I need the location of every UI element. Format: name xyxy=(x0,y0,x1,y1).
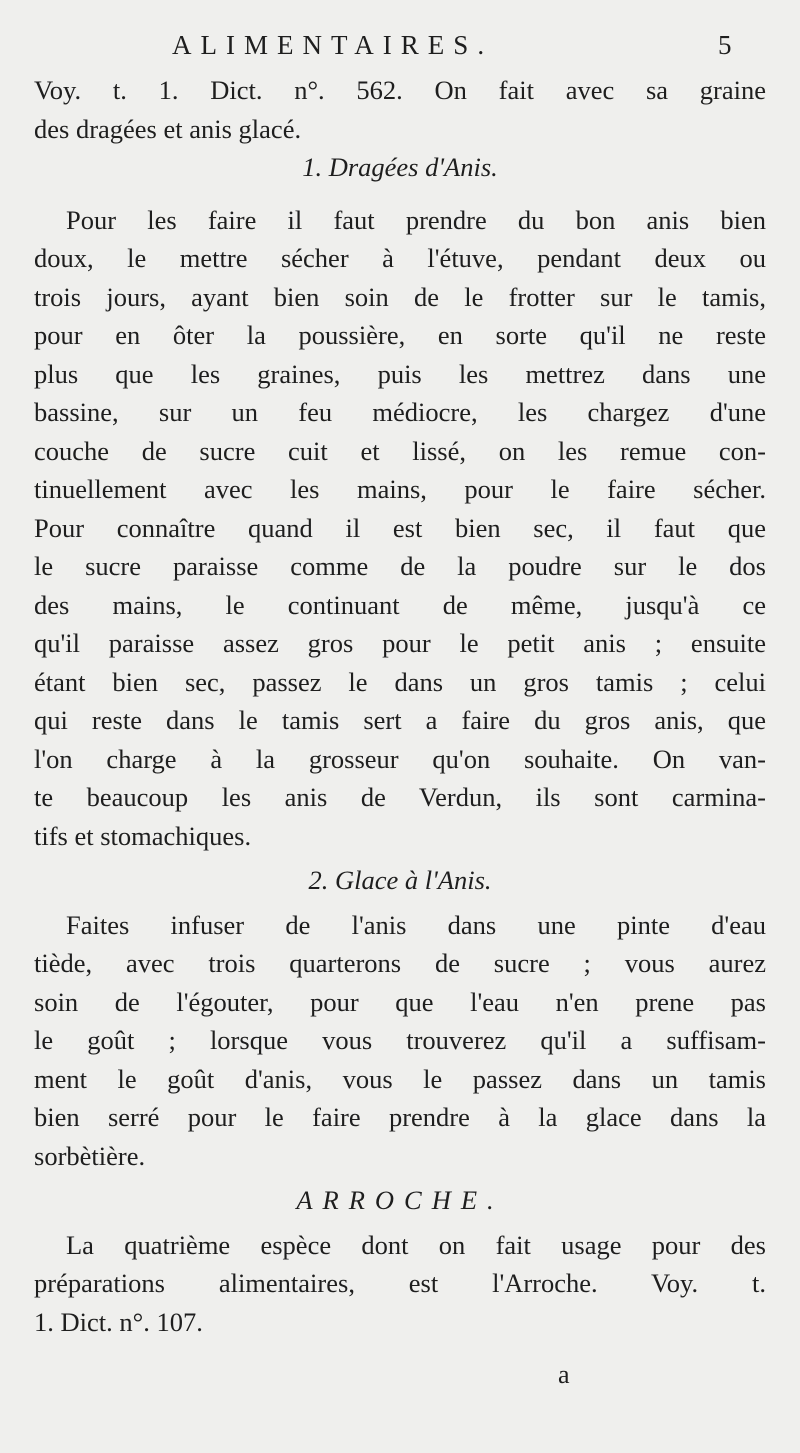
text-line: La quatrième espèce dont on fait usage pour des xyxy=(66,1229,766,1260)
text-line: tiède, avec trois quarterons de sucre ; vous aurez xyxy=(34,948,766,978)
text-line: tinuellement avec les mains, pour le faire sécher. xyxy=(34,474,766,504)
text-line: bien serré pour le faire prendre à la glace dans la xyxy=(34,1102,766,1132)
text-line: Pour connaître quand il est bien sec, il faut que xyxy=(34,512,766,543)
text-line: des mains, le continuant de même, jusqu'à ce xyxy=(34,589,766,620)
section-heading: ARROCHE. xyxy=(296,1185,504,1215)
signature-mark: a xyxy=(558,1360,570,1389)
text-line: doux, le mettre sécher à l'étuve, pendant deux ou xyxy=(34,243,766,273)
body-text xyxy=(34,71,766,1341)
text-line: couche de sucre cuit et lissé, on les remue con- xyxy=(34,435,766,466)
running-title: ALIMENTAIRES. xyxy=(172,30,494,60)
text-line: pour en ôter la poussière, en sorte qu'il ne reste xyxy=(34,320,766,350)
text-line: qu'il paraisse assez gros pour le petit anis ; ensuite xyxy=(34,628,766,658)
text-line: le sucre paraisse comme de la poudre sur le dos xyxy=(34,551,766,581)
text-line: Pour les faire il faut prendre du bon anis bien xyxy=(66,204,766,235)
text-line: l'on charge à la grosseur qu'on souhaite. On van- xyxy=(34,743,766,774)
text-line: sorbètière. xyxy=(34,1140,146,1171)
section-heading: 2. Glace à l'Anis. xyxy=(308,865,492,895)
text-line: étant bien sec, passez le dans un gros tamis ; celui xyxy=(34,666,766,697)
text-line: des dragées et anis glacé. xyxy=(34,113,302,144)
text-line: préparations alimentaires, est l'Arroche. Voy. t. xyxy=(34,1268,766,1298)
text-line: Voy. t. 1. Dict. n°. 562. On fait avec sa graine xyxy=(34,75,766,105)
text-line: 1. Dict. n°. 107. xyxy=(34,1306,203,1337)
text-line: Faites infuser de l'anis dans une pinte d'eau xyxy=(66,909,766,940)
text-line: tifs et stomachiques. xyxy=(34,820,252,851)
text-line: te beaucoup les anis de Verdun, ils sont carmina- xyxy=(34,782,766,812)
text-line: le goût ; lorsque vous trouverez qu'il a suffisam- xyxy=(34,1025,766,1055)
running-header xyxy=(0,30,800,66)
page-number: 5 xyxy=(718,30,732,60)
text-line: plus que les graines, puis les mettrez dans une xyxy=(34,358,766,389)
text-line: trois jours, ayant bien soin de le frotter sur le tamis, xyxy=(34,281,766,312)
text-line: bassine, sur un feu médiocre, les chargez d'une xyxy=(34,397,766,427)
text-line: soin de l'égouter, pour que l'eau n'en prene pas xyxy=(34,986,766,1017)
text-line: qui reste dans le tamis sert a faire du gros anis, que xyxy=(34,705,766,735)
text-line: ment le goût d'anis, vous le passez dans un tamis xyxy=(34,1063,766,1094)
section-heading: 1. Dragées d'Anis. xyxy=(302,152,498,182)
